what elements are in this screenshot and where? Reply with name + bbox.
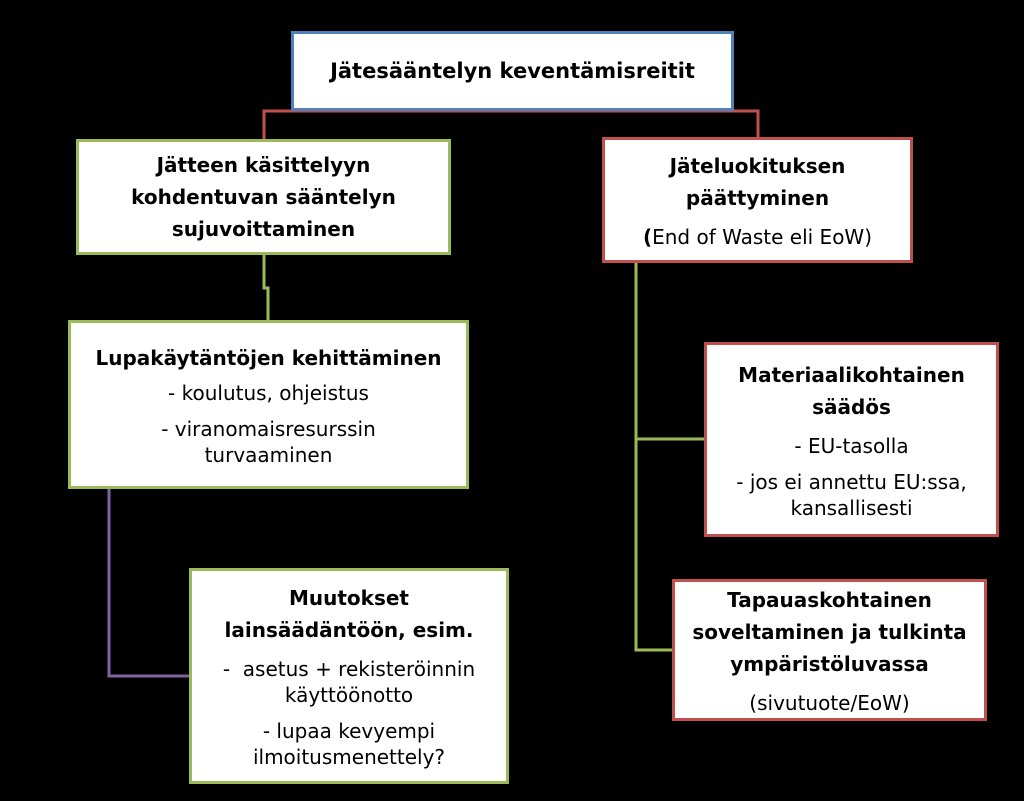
connector-permit-legislation	[109, 489, 189, 676]
connector-right-vertical	[636, 263, 672, 650]
end-of-waste-box	[602, 137, 913, 263]
waste-handling-title-line: sujuvoittaminen	[171, 217, 356, 241]
material-regulation-title-line: Materiaalikohtainen	[738, 362, 965, 387]
material-regulation-item: - EU-tasolla	[794, 433, 909, 458]
legislation-changes-box	[189, 568, 509, 784]
end-of-waste-subtitle-text: End of Waste eli EoW)	[652, 225, 873, 249]
end-of-waste-title-line: päättyminen	[685, 186, 830, 210]
root-title: Jätesääntelyn keventämisreitit	[330, 59, 695, 83]
case-by-case-note: (sivutuote/EoW)	[749, 691, 910, 715]
legislation-changes-item: - asetus + rekisteröinnin	[222, 657, 476, 681]
connector-left-permit	[264, 255, 268, 320]
permit-practices-item: - viranomaisresurssin	[161, 416, 376, 441]
connector-root-left	[264, 111, 758, 139]
material-regulation-item: - jos ei annettu EU:ssa,	[736, 469, 967, 494]
permit-practices-item: - koulutus, ohjeistus	[168, 380, 369, 405]
legislation-changes-item: ilmoitusmenettely?	[252, 745, 446, 769]
case-by-case-title-line: soveltaminen ja tulkinta	[692, 620, 967, 644]
waste-handling-title-line: Jätteen käsittelyyn	[156, 153, 371, 177]
permit-practices-title: Lupakäytäntöjen kehittäminen	[95, 345, 442, 370]
case-by-case-box	[672, 579, 987, 721]
waste-handling-title-line: kohdentuvan sääntelyn	[131, 185, 396, 209]
legislation-changes-item: käyttöönotto	[284, 683, 414, 707]
permit-practices-item: turvaaminen	[204, 442, 333, 467]
end-of-waste-title-line: Jäteluokituksen	[669, 154, 846, 178]
material-regulation-box	[704, 342, 999, 537]
legislation-changes-item: - lupaa kevyempi	[262, 719, 436, 743]
root-box	[291, 31, 734, 111]
material-regulation-item: kansallisesti	[790, 495, 913, 520]
permit-practices-box	[68, 320, 469, 489]
waste-handling-box	[76, 139, 451, 255]
material-regulation-title-line: säädös	[812, 394, 891, 419]
end-of-waste-subtitle-paren: (	[642, 225, 653, 249]
legislation-changes-title-line: lainsäädäntöön, esim.	[224, 618, 474, 642]
case-by-case-title-line: ympäristöluvassa	[730, 652, 929, 676]
case-by-case-title-line: Tapauaskohtainen	[727, 588, 932, 612]
legislation-changes-title-line: Muutokset	[288, 586, 409, 610]
end-of-waste-subtitle	[643, 224, 872, 250]
